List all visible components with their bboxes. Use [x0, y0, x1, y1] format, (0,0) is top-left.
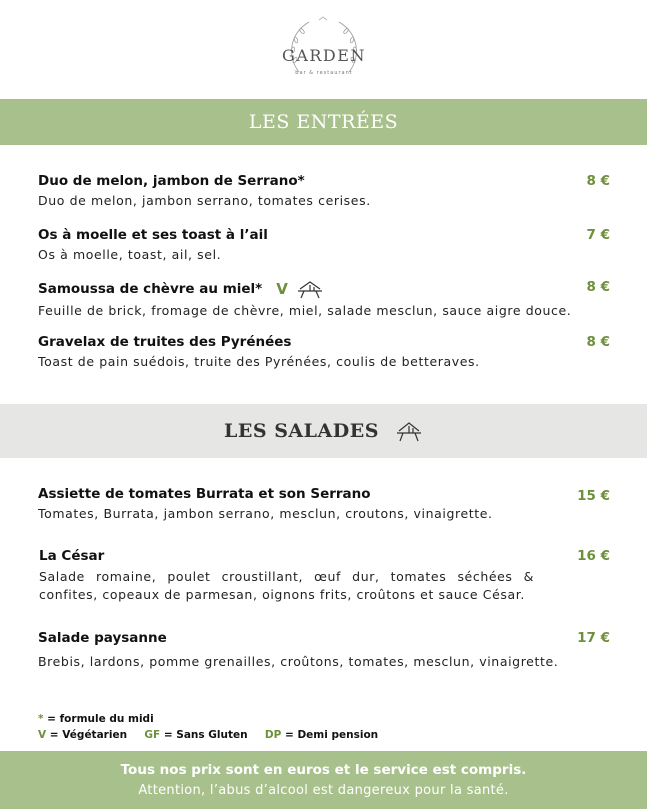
- item-price: 15 €: [577, 488, 610, 504]
- legend-star-key: *: [38, 713, 44, 725]
- grill-icon: [395, 420, 423, 442]
- item-name: Duo de melon, jambon de Serrano*: [38, 173, 305, 189]
- item-price: 8 €: [586, 279, 610, 295]
- item-price: 7 €: [586, 227, 610, 243]
- item-description: Toast de pain suédois, truite des Pyrénées, coulis de betteraves.: [38, 354, 480, 369]
- item-name: Samoussa de chèvre au miel*: [38, 281, 263, 297]
- item-price: 17 €: [577, 630, 610, 646]
- section-header-entrees: [0, 99, 647, 145]
- logo-name: GARDEN: [282, 46, 366, 65]
- item-description: Tomates, Burrata, jambon serrano, mesclun, croutons, vinaigrette.: [38, 506, 493, 521]
- menu-item: [38, 486, 610, 521]
- legend-dp-key: DP: [264, 729, 282, 741]
- menu-item: [38, 173, 610, 208]
- footer-alcohol-warning: Attention, l’abus d’alcool est dangereux pour la santé.: [138, 783, 509, 798]
- item-price: 8 €: [586, 334, 610, 350]
- item-description: Os à moelle, toast, ail, sel.: [38, 247, 222, 262]
- footer-banner: [0, 751, 647, 809]
- menu-item: [38, 227, 610, 262]
- legend-v-key: V: [38, 729, 47, 741]
- item-name-row: [38, 279, 610, 299]
- item-description: Brebis, lardons, pomme grenailles, croûtons, tomates, mesclun, vinaigrette.: [38, 654, 559, 669]
- logo-tagline: bar & restaurant: [295, 70, 353, 76]
- item-name: Salade paysanne: [38, 630, 167, 646]
- legend-gf-text: = Sans Gluten: [163, 729, 248, 741]
- restaurant-logo: [279, 12, 369, 92]
- item-name: La César: [39, 548, 105, 564]
- section-title-entrees: LES ENTRÉES: [248, 111, 399, 133]
- item-name: Os à moelle et ses toast à l’ail: [38, 227, 268, 243]
- item-description: Duo de melon, jambon serrano, tomates cerises.: [38, 193, 371, 208]
- legend-star-text: = formule du midi: [47, 713, 154, 725]
- legend-dp-text: = Demi pension: [285, 729, 379, 741]
- legend-row-1: [38, 711, 378, 727]
- item-description: Salade romaine, poulet croustillant, œuf dur, tomates séchées & confites, copeaux de parmesan, oignons frits, croûtons et sauce César.: [39, 569, 534, 602]
- legend-gf-key: GF: [144, 729, 161, 741]
- item-price: 16 €: [577, 548, 610, 564]
- section-header-salades: [0, 404, 647, 458]
- item-price: 8 €: [586, 173, 610, 189]
- item-name: Gravelax de truites des Pyrénées: [38, 334, 292, 350]
- legend-row-2: [38, 727, 378, 743]
- menu-item: [39, 548, 611, 604]
- menu-item: [38, 630, 610, 669]
- menu-item: [38, 279, 610, 318]
- menu-legend: [38, 711, 378, 743]
- vegetarian-badge: V: [276, 280, 288, 298]
- footer-price-notice: Tous nos prix sont en euros et le service est compris.: [120, 762, 527, 778]
- item-name: Assiette de tomates Burrata et son Serrano: [38, 486, 371, 502]
- legend-v-text: = Végétarien: [49, 729, 128, 741]
- grill-icon: [296, 279, 324, 299]
- section-title-salades: LES SALADES: [224, 420, 379, 442]
- item-description: Feuille de brick, fromage de chèvre, miel, salade mesclun, sauce aigre douce.: [38, 303, 572, 318]
- menu-item: [38, 334, 610, 369]
